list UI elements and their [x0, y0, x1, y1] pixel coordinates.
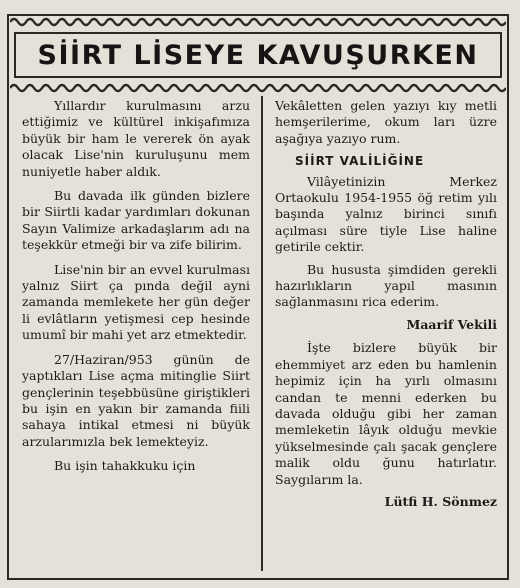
paragraph-3: Lise'nin bir an evvel kurulması yalnız Siirt ça pında değil ayni zamanda memlekete her gün değer li evlâtların yetişmesi cep hesinde umumî bir mahi yet arz etmektedir.: [22, 261, 250, 343]
right-intro: Vekâletten gelen yazıyı kıy metli hemşerilerime, okum ları üzre aşağıya yazıyo rum.: [275, 98, 497, 146]
quote-paragraph-1: Vilâyetinizin Merkez Ortaokulu 1954-1955 öğ retim yılı başında yalnız birinci sınıfı açılması süre tiyle Lise haline getirile cektir.: [275, 173, 497, 255]
decorative-wave-top: [10, 16, 506, 28]
article-title: SİİRT LİSEYE KAVUŞURKEN: [37, 39, 479, 71]
column-divider: [261, 96, 263, 571]
title-box: [14, 32, 502, 78]
quote-paragraph-2: Bu hususta şimdiden gerekli hazırlıkların yapıl masının sağlanmasını rica ederim.: [275, 261, 497, 310]
left-column: [22, 98, 250, 483]
closing-paragraph: İşte bizlere büyük bir ehemmiyet arz eden bu hamlenin hepimiz için ha yırlı olmasını candan te menni ederken bu davada olduğu gibi her zaman memleketin lâyık olduğu mevkie yükselmesinde çalı şacak gençlere malik oldu ğunu hatırlatır. Saygılarım la.: [275, 340, 497, 487]
letter-heading: SİİRT VALİLİĞİNE: [295, 154, 425, 169]
paragraph-4: 27/Haziran/953 günün de yaptıkları Lise açma mitinglie Siirt gençlerinin teşebbüsüne giriştikleri bu işin en yakın bir zamanda fiili sahaya intikal etmesi ni büyük arzularımızla bek lemekteyiz.: [22, 351, 250, 449]
author-name: Lütfi H. Sönmez: [384, 493, 497, 509]
right-column: [275, 98, 497, 523]
paragraph-2: Bu davada ilk günden bizlere bir Siirtli kadar yardımları dokunan Sayın Valimize arkadaşlarım adı na teşekkür etmeği bir va zife bilirim.: [22, 188, 250, 253]
paragraph-5: Bu işin tahakkuku için: [54, 458, 196, 474]
quote-signature: Maarif Vekili: [406, 316, 497, 332]
paragraph-1: Yıllardır kurulmasını arzu ettiğimiz ve kültürel inkişafımıza büyük bir ham le vererek ön ayak olacak Lise'nin kuruluşunu mem nuniyetle haber aldık.: [22, 98, 250, 179]
decorative-wave-bottom: [10, 82, 506, 94]
